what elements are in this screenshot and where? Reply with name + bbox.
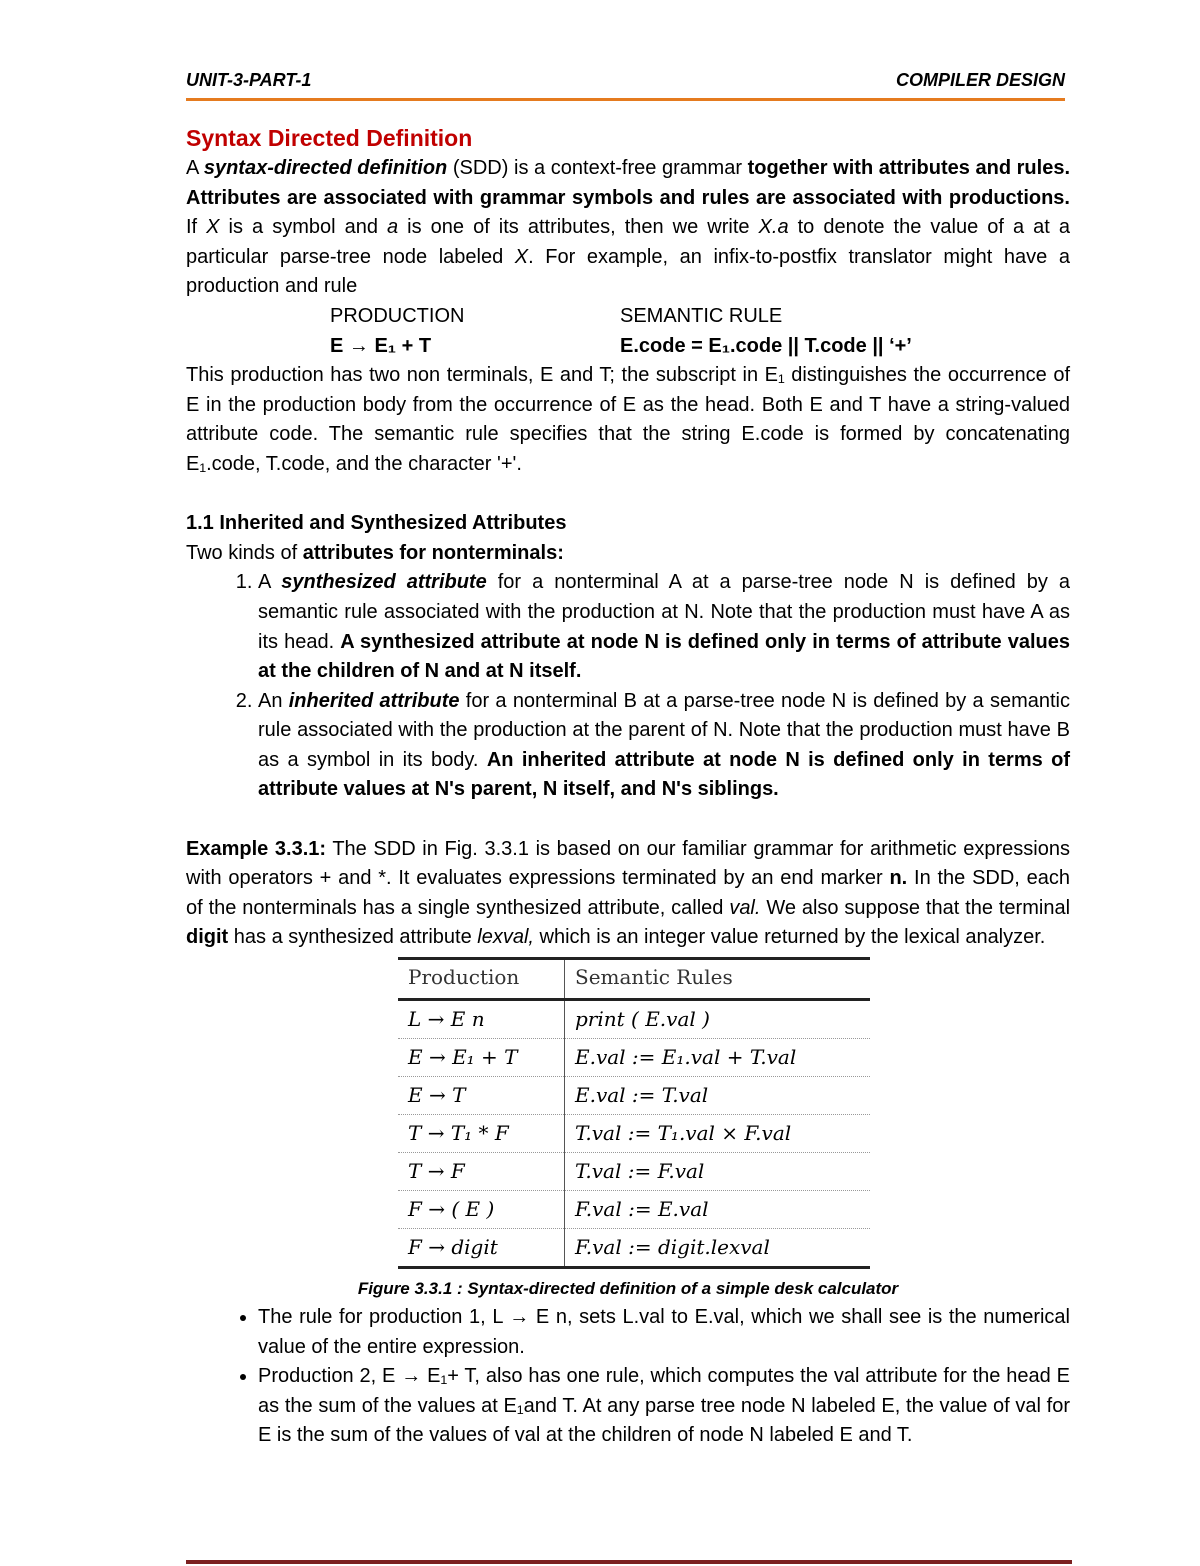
- list-item: 1. A synthesized attribute for a nonterminal A at a parse-tree node N is defined by a semantic rule associated with the production at N. Note that the production must have A as its head. A synthesized attribute at node N is defined only in terms of attribute values at the children of N and at N itself.: [258, 568, 1070, 686]
- page-title: Syntax Directed Definition: [186, 125, 473, 151]
- table-row: E → T E.val := T.val: [398, 1077, 870, 1115]
- figure-caption: Figure 3.3.1 : Syntax-directed definition of a simple desk calculator: [357, 1279, 899, 1299]
- production-heading: PRODUCTION: [330, 304, 465, 327]
- attribute-kinds-list: [186, 568, 1070, 805]
- production-example-row: [186, 332, 1070, 362]
- header-rule: [186, 98, 1065, 101]
- table-row: L → E n print ( E.val ): [398, 1000, 870, 1039]
- section-lead: Two kinds of attributes for nonterminals:: [186, 541, 564, 564]
- table-row: E → E₁ + T E.val := E₁.val + T.val: [398, 1039, 870, 1077]
- column-header-production: Production: [398, 959, 565, 1000]
- table-row: T → T₁ * F T.val := T₁.val × F.val: [398, 1115, 870, 1153]
- semantic-rule-example: E.code = E₁.code || T.code || ‘+’: [620, 334, 912, 357]
- production-example: E → E₁ + T: [330, 334, 432, 357]
- column-header-rules: Semantic Rules: [565, 959, 871, 1000]
- header-unit: UNIT-3-PART-1: [186, 70, 312, 90]
- production-header-row: [186, 302, 1070, 332]
- sdd-table: [398, 957, 870, 1269]
- semantic-rule-heading: SEMANTIC RULE: [620, 304, 783, 327]
- section-heading: 1.1 Inherited and Synthesized Attributes: [186, 512, 567, 535]
- list-item: 2. An inherited attribute for a nonterminal B at a parse-tree node N is defined by a semantic rule associated with the production at the parent of N. Note that the production must have B as a symbol in its body. An inherited attribute at node N is defined only in terms of attribute values at N's parent, N itself, and N's siblings.: [258, 687, 1070, 805]
- figure-table-wrap: [186, 957, 1070, 1275]
- table-row: F → ( E ) F.val := E.val: [398, 1191, 870, 1229]
- table-row: T → F T.val := F.val: [398, 1153, 870, 1191]
- header-subject: COMPILER DESIGN: [895, 70, 1065, 90]
- example-paragraph: Example 3.3.1: The SDD in Fig. 3.3.1 is based on our familiar grammar for arithmetic expressions with operators + and *. It evaluates expressions terminated by an end marker n. In the SDD, each of the nonterminals has a single synthesized attribute, called val. We also suppose that the terminal digit has a synthesized attribute lexval, which is an integer value returned by the lexical analyzer.: [186, 837, 1071, 949]
- footer-rule: [186, 1560, 1072, 1564]
- table-row: F → digit F.val := digit.lexval: [398, 1229, 870, 1268]
- intro-paragraph: A syntax-directed definition (SDD) is a context-free grammar together with attributes and rules. Attributes are associated with grammar symbols and rules are associated with productions. If X is a symbol and a is one of its attributes, then we write X.a to denote the value of a at a particular parse-tree node labeled X. For example, an infix-to-postfix translator might have a production and rule: [186, 157, 1070, 298]
- bullet-list: [186, 1303, 1070, 1451]
- page-header: [186, 70, 1065, 96]
- page-content: [186, 122, 1070, 1451]
- explanation-paragraph: This production has two non terminals, E and T; the subscript in E₁ distinguishes the occurrence of E in the production body from the occurrence of E as the head. Both E and T have a string-valued attribute code. The semantic rule specifies that the string E.code is formed by concatenating E₁.code, T.code, and the character '+'.: [186, 364, 1070, 475]
- list-item: • Production 2, E → E₁+ T, also has one rule, which computes the val attribute for the head E as the sum of the values at E₁and T. At any parse tree node N labeled E, the value of val for E is the sum of the values of val at the children of node N labeled E and T.: [258, 1362, 1070, 1451]
- list-item: • The rule for production 1, L → E n, sets L.val to E.val, which we shall see is the numerical value of the entire expression.: [258, 1303, 1070, 1362]
